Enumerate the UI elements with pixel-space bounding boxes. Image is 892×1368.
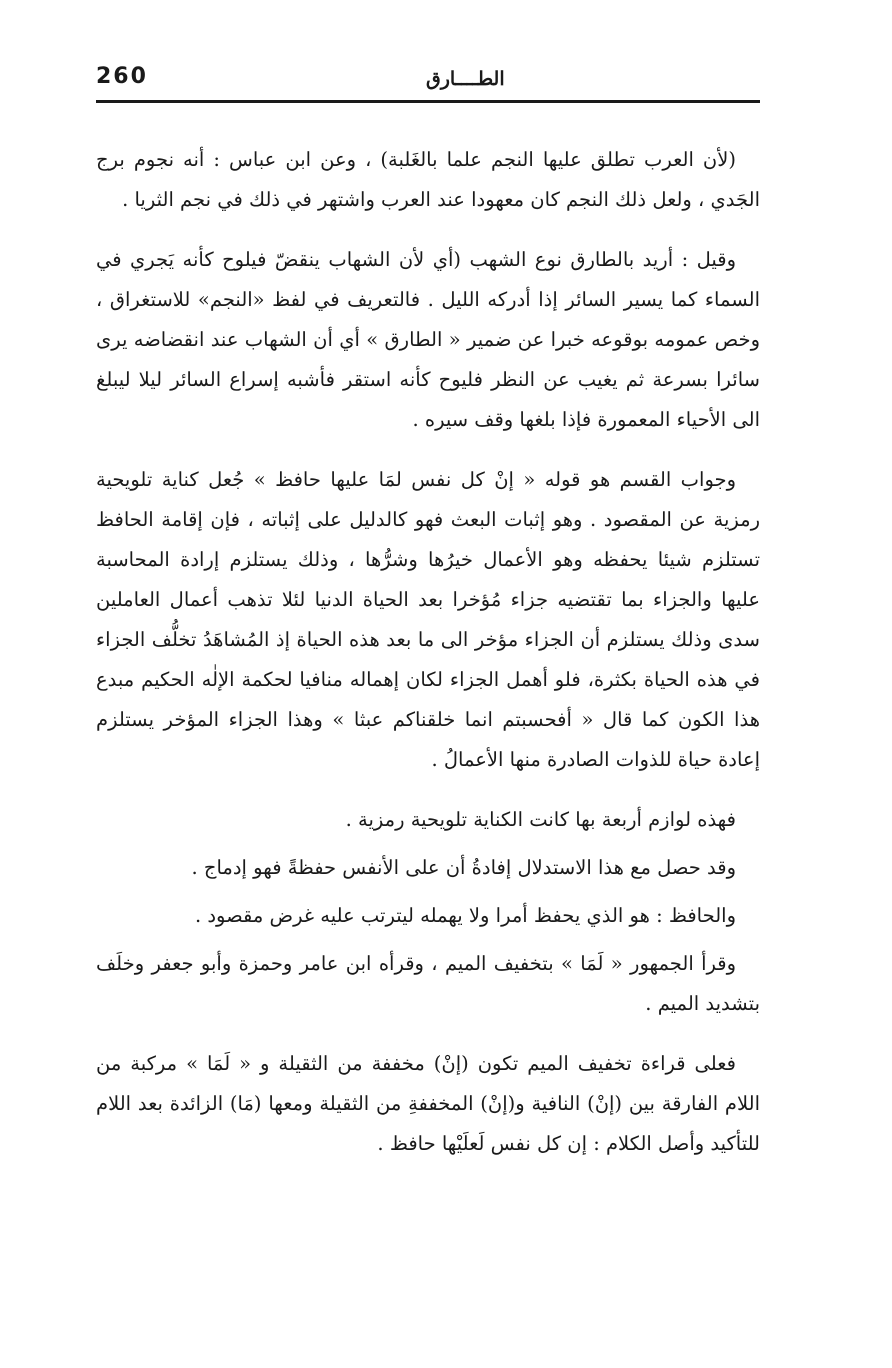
header-rule bbox=[96, 100, 760, 103]
running-title: الطــــارق bbox=[426, 68, 505, 90]
page-number: 260 bbox=[96, 64, 148, 89]
paragraph: وجواب القسم هو قوله « إنْ كل نفس لمَا عليها حافظ » جُعل كناية تلويحية رمزية عن المقصود . وهو إثبات البعث فهو كالدليل على إثباته ، فإن إقامة الحافظ تستلزم شيئا يحفظه وهو الأعمال خيرُها وشرُّها ، وذلك يستلزم إرادة المحاسبة عليها والجزاء بما تقتضيه جزاء مُؤخرا بعد الحياة الدنيا لئلا تذهب أعمال العاملين سدى وذلك يستلزم أن الجزاء مؤخر الى ما بعد هذه الحياة إذ المُشاهَدُ تخلُّف الجزاء في هذه الحياة بكثرة، فلو أهمل الجزاء لكان إهماله منافيا لحكمة الإلٰه الحكيم مبدع هذا الكون كما قال « أفحسبتم انما خلقناكم عبثا » وهذا الجزاء المؤخر يستلزم إعادة حياة للذوات الصادرة منها الأعمالُ . bbox=[96, 468, 760, 771]
paragraph: وقيل : أريد بالطارق نوع الشهب (أي لأن الشهاب ينقضّ فيلوح كأنه يَجري في السماء كما يسير السائر إذا أدركه الليل . فالتعريف في لفظ «النجم» للاستغراق ، وخص عمومه بوقوعه خبرا عن ضمير « الطارق » أي أن الشهاب عند انقضاضه يرى سائرا بسرعة ثم يغيب عن النظر فليوح كأنه استقر فأشبه إسراع السائر ليلا ليبلغ الى الأحياء المعمورة فإذا بلغها وقف سيره . bbox=[96, 248, 760, 431]
paragraph: والحافظ : هو الذي يحفظ أمرا ولا يهمله ليترتب عليه غرض مقصود . bbox=[194, 904, 736, 927]
paragraph: (لأن العرب تطلق عليها النجم علما بالغَلبة) ، وعن ابن عباس : أنه نجوم برج الجَدي ، ولعل ذلك النجم كان معهودا عند العرب واشتهر في ذلك في نجم الثريا . bbox=[96, 148, 760, 211]
paragraph: فعلى قراءة تخفيف الميم تكون (إنْ) مخففة من الثقيلة و « لَمَا » مركبة من اللام الفارقة بين (إنْ) النافية و(إنْ) المخففةِ من الثقيلة ومعها (مَا) الزائدة بعد اللام للتأكيد وأصل الكلام : إن كل نفس لَعلَيْها حافظ . bbox=[96, 1052, 760, 1155]
page-header bbox=[96, 62, 760, 98]
paragraph: وقرأ الجمهور « لَمَا » بتخفيف الميم ، وقرأه ابن عامر وحمزة وأبو جعفر وخلَف بتشديد الميم . bbox=[96, 952, 760, 1015]
paragraph: وقد حصل مع هذا الاستدلال إفادةُ أن على الأنفس حفظةً فهو إدماج . bbox=[191, 856, 736, 879]
body-text bbox=[96, 140, 760, 1184]
paragraph: فهذه لوازم أربعة بها كانت الكناية تلويحية رمزية . bbox=[345, 808, 736, 831]
